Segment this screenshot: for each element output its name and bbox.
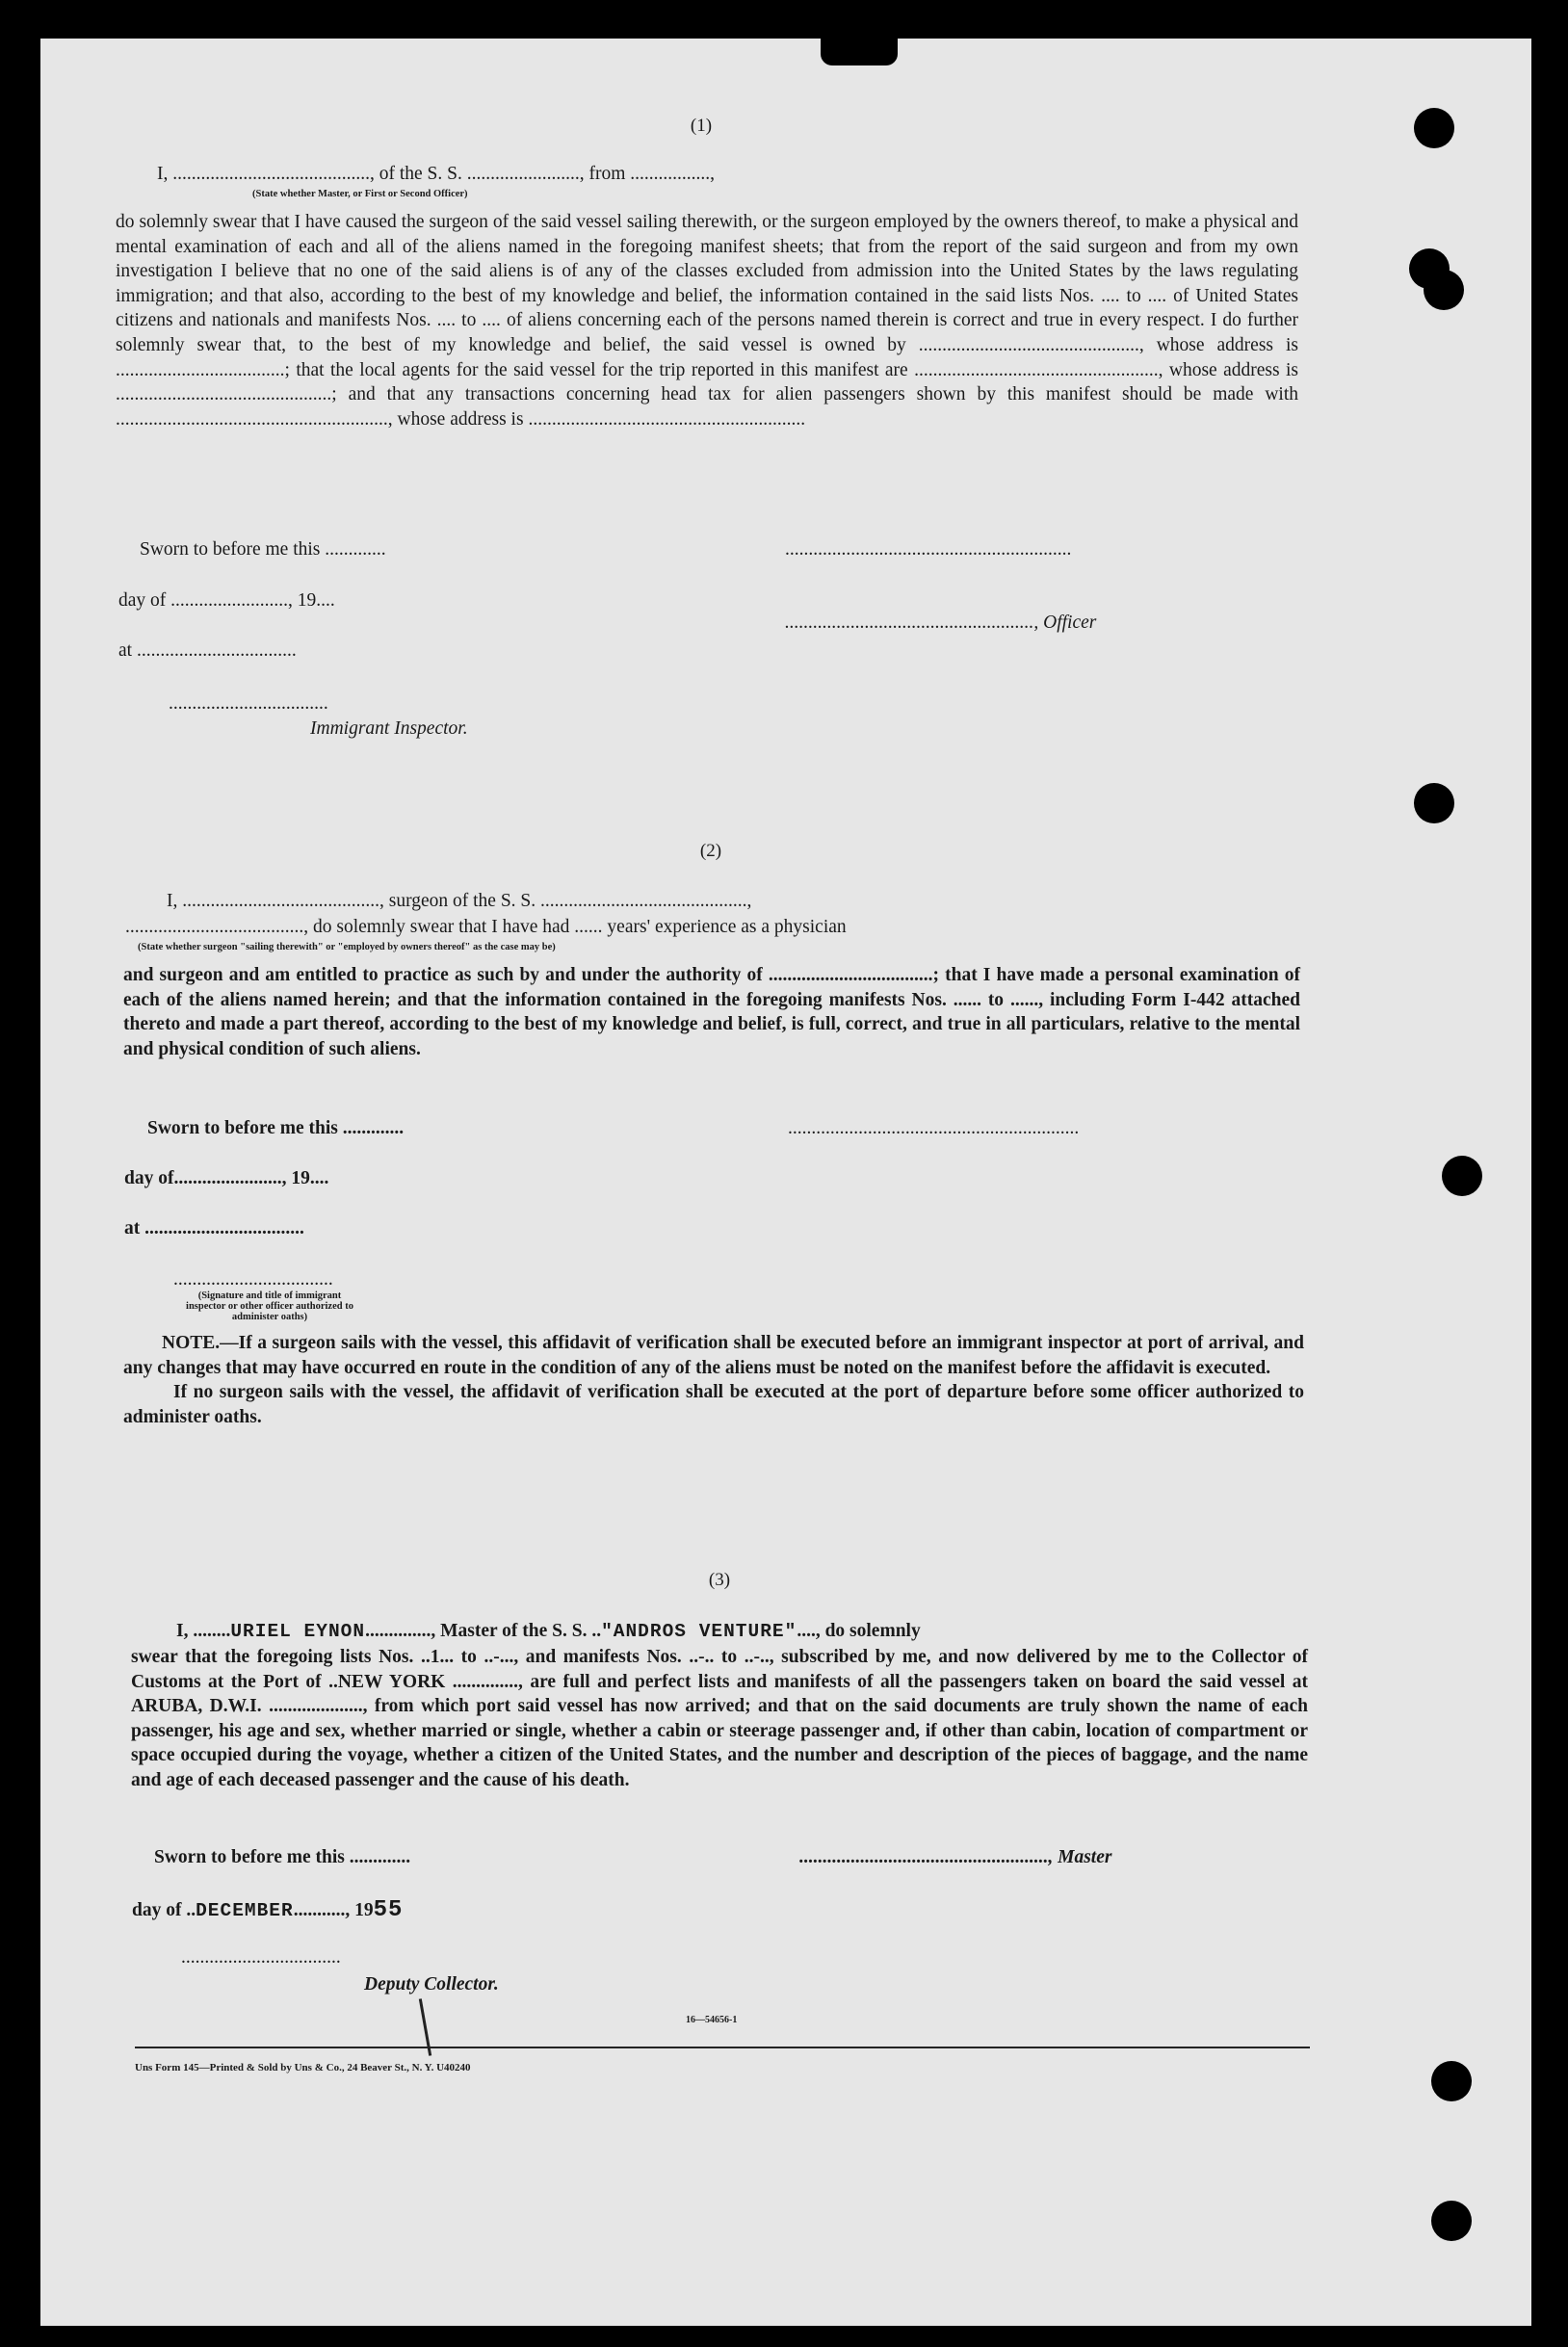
master-name: URIEL EYNON (230, 1621, 366, 1642)
punch-hole (1414, 783, 1454, 823)
sec1-inspector-label: Immigrant Inspector. (310, 718, 468, 739)
sec2-at: at .................................. (124, 1218, 304, 1239)
sec2-right-line: .............................................................. (788, 1118, 1080, 1138)
sec1-sworn: Sworn to before me this ............. (140, 539, 386, 560)
punch-hole (1442, 1156, 1482, 1196)
ship-name: "ANDROS VENTURE" (601, 1621, 797, 1642)
sec3-line1 (176, 1621, 921, 1642)
section-2-number: (2) (699, 841, 722, 861)
sec2-signature-line: .................................. (173, 1269, 333, 1290)
punch-hole (1414, 108, 1454, 148)
punch-hole (1431, 2201, 1472, 2241)
sec2-day: day of......................., 19.... (124, 1168, 329, 1188)
top-notch (821, 33, 898, 65)
sec1-line1: I, .........................................., of the S. S. ........................, from ................., (157, 164, 716, 184)
sec3-deputy-label: Deputy Collector. (364, 1974, 499, 1995)
sec1-officer-line2: ....................................................., Officer (785, 613, 1097, 633)
sworn-year: 55 (373, 1897, 404, 1923)
sec1-officer-line1: ............................................................. (785, 539, 1072, 560)
sec2-note-2: If no surgeon sails with the vessel, the affidavit of verification shall be executed at the port of departure before some officer authorized to administer oaths. (123, 1382, 1304, 1427)
footer-imprint: Uns Form 145—Printed & Sold by Uns & Co., 24 Beaver St., N. Y. U40240 (135, 2062, 471, 2073)
sec2-oath-paragraph: and surgeon and am entitled to practice as such by and under the authority of ...................................; that I have made a personal examination of each of the aliens named herein; and that the information contained in the foregoing manifests Nos. ...... to ......, including Form I-442 attached thereto and made a part thereof, according to the best of my knowledge and belief, is full, correct, and true in all particulars, relative to the mental and physical condition of such aliens. (123, 965, 1300, 1059)
sec3-day-prefix: day of .. (132, 1900, 196, 1920)
sec1-officer-hint: (State whether Master, or First or Second Officer) (252, 189, 468, 199)
sec3-i: I, ........ (176, 1621, 231, 1641)
sec1-signature-line: .................................. (169, 693, 328, 714)
sec3-oath-paragraph: swear that the foregoing lists Nos. ..1... to ..-..., and manifests Nos. ..-.. to ..-.., subscribed by me, and now delivered by me to the Collector of Customs at the Port of ..NEW YORK .............., are full and perfect lists and manifests of all the passengers taken on board the said vessel at ARUBA, D.W.I. ...................., from which port said vessel has now arrived; and that on the said documents are truly shown the name of each passenger, his age and sex, whether married or single, whether a cabin or steerage passenger and, if other than cabin, location of compartment or space occupied during the voyage, whether a citizen of the United States, and the number and description of the pieces of baggage, and the name and age of each deceased passenger and the cause of his death. (131, 1647, 1308, 1790)
sec2-signature-hint: (Signature and title of immigrant inspector or other officer authorized to administer oaths) (186, 1291, 353, 1322)
section-1-number: (1) (690, 116, 713, 136)
sworn-month: DECEMBER (196, 1900, 294, 1921)
sec2-sworn: Sworn to before me this ............. (147, 1118, 405, 1138)
footer-rule (135, 2047, 1310, 2048)
sec3-after-ship: ...., do solemnly (797, 1621, 921, 1641)
sec3-after-name: .............., Master of the S. S. .. (365, 1621, 602, 1641)
sec1-oath-paragraph: do solemnly swear that I have caused the surgeon of the said vessel sailing therewith, or the surgeon employed by the owners thereof, to make a physical and mental examination of each and all of the aliens named in the foregoing manifest sheets; that from the report of the said surgeon and from my own investigation I believe that no one of the said aliens is of any of the classes excluded from admission into the United States by the laws regulating immigration; and that also, according to the best of my knowledge and belief, the information contained in the said lists Nos. .... to .... of United States citizens and nationals and manifests Nos. .... to .... of aliens concerning each of the persons named therein is correct and true in every respect. I do further solemnly swear that, to the best of my knowledge and belief, the said vessel is owned by ..............................................., whose address is ....................................; that the local agents for the said vessel for the trip reported in this manifest are ...................................................., whose address is ..............................................; and that any transactions concerning head tax for alien passengers shown by this manifest should be made with .........................................................., whose address is ........................................................... (116, 212, 1298, 430)
sec1-at: at .................................. (118, 640, 297, 661)
sec3-day (132, 1897, 403, 1923)
sec3-master-line: ....................................................., Master (799, 1847, 1112, 1867)
sec2-line2: ......................................, do solemnly swear that I have had ...... years' experience as a physician (125, 917, 847, 937)
sec2-surgeon-hint: (State whether surgeon "sailing therewith" or "employed by owners thereof" as the case may be) (138, 942, 556, 952)
section-3-number: (3) (708, 1570, 731, 1590)
sec3-sworn: Sworn to before me this ............. (154, 1847, 411, 1867)
sec2-note-1: NOTE.—If a surgeon sails with the vessel, this affidavit of verification shall be executed before an immigrant inspector at port of arrival, and any changes that may have occurred en route in the condition of any of the aliens must be noted on the manifest before the affidavit is executed. (123, 1333, 1304, 1378)
sec3-day-mid: ..........., 19 (293, 1900, 374, 1920)
form-code: 16—54656-1 (686, 2015, 738, 2025)
sec3-signature-line: .................................. (181, 1947, 341, 1968)
sec1-day: day of ........................., 19.... (118, 590, 335, 611)
punch-hole (1424, 270, 1464, 310)
sec2-line1: I, .........................................., surgeon of the S. S. ............................................, (167, 891, 752, 911)
punch-hole (1431, 2061, 1472, 2101)
